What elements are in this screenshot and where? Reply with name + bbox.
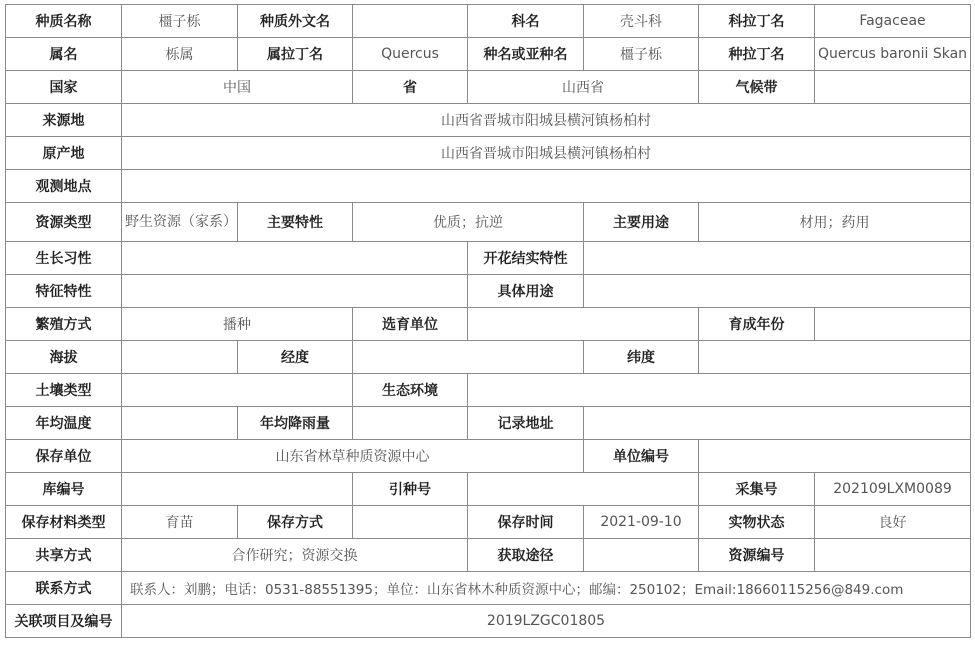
field-label: 保存单位	[6, 440, 122, 473]
field-label: 育成年份	[699, 308, 815, 341]
table-row	[6, 440, 971, 473]
field-label: 纬度	[584, 341, 699, 374]
main-traits-value: 优质；抗逆	[353, 203, 584, 242]
field-label: 保存材料类型	[6, 506, 122, 539]
field-label: 开花结实特性	[468, 242, 584, 275]
resource-type-value: 野生资源（家系）	[122, 203, 238, 242]
field-label: 繁殖方式	[6, 308, 122, 341]
sharing-method-value: 合作研究；资源交换	[122, 539, 468, 572]
table-row	[6, 5, 971, 38]
species-latin-value: Quercus baronii Skan	[815, 38, 971, 71]
table-row	[6, 572, 971, 605]
physical-status-value: 良好	[815, 506, 971, 539]
table-row	[6, 407, 971, 440]
field-label: 保存时间	[468, 506, 584, 539]
field-label: 采集号	[699, 473, 815, 506]
table-row	[6, 38, 971, 71]
field-label: 资源类型	[6, 203, 122, 242]
field-label: 记录地址	[468, 407, 584, 440]
field-label: 实物状态	[699, 506, 815, 539]
province-value: 山西省	[468, 71, 699, 104]
related-project-value: 2019LZGC01805	[122, 605, 971, 638]
origin-location-value: 山西省晋城市阳城县横河镇杨柏村	[122, 137, 971, 170]
germplasm-info-table	[5, 4, 971, 638]
soil-type-value	[122, 374, 353, 407]
table-row	[6, 374, 971, 407]
field-label: 主要用途	[584, 203, 699, 242]
table-row	[6, 473, 971, 506]
main-uses-value: 材用；药用	[699, 203, 971, 242]
field-label: 种拉丁名	[699, 38, 815, 71]
ecological-environment-value	[468, 374, 971, 407]
field-label: 具体用途	[468, 275, 584, 308]
field-label: 关联项目及编号	[6, 605, 122, 638]
table-row	[6, 137, 971, 170]
family-latin-value: Fagaceae	[815, 5, 971, 38]
material-type-value: 育苗	[122, 506, 238, 539]
field-label: 原产地	[6, 137, 122, 170]
table-row	[6, 170, 971, 203]
field-label: 生长习性	[6, 242, 122, 275]
field-label: 气候带	[699, 71, 815, 104]
latitude-value	[699, 341, 971, 374]
field-label: 库编号	[6, 473, 122, 506]
field-label: 共享方式	[6, 539, 122, 572]
field-label: 科拉丁名	[699, 5, 815, 38]
table-row	[6, 539, 971, 572]
field-label: 属拉丁名	[238, 38, 353, 71]
field-label: 获取途径	[468, 539, 584, 572]
propagation-method-value: 播种	[122, 308, 353, 341]
longitude-value	[353, 341, 584, 374]
field-label: 年均温度	[6, 407, 122, 440]
germplasm-name-value: 橿子栎	[122, 5, 238, 38]
growth-habit-value	[122, 242, 468, 275]
resource-number-value	[815, 539, 971, 572]
field-label: 观测地点	[6, 170, 122, 203]
field-label: 种质名称	[6, 5, 122, 38]
genus-name-value: 栎属	[122, 38, 238, 71]
climate-zone-value	[815, 71, 971, 104]
field-label: 保存方式	[238, 506, 353, 539]
introduction-number-value	[468, 473, 699, 506]
field-label: 年均降雨量	[238, 407, 353, 440]
table-row	[6, 605, 971, 638]
family-name-value: 壳斗科	[584, 5, 699, 38]
table-row	[6, 242, 971, 275]
contact-info-value: 联系人：刘鹏；电话：0531-88551395；单位：山东省林木种质资源中心；邮编：250102；Email:18660115256@849.com	[122, 572, 971, 605]
field-label: 资源编号	[699, 539, 815, 572]
table-row	[6, 308, 971, 341]
table-row	[6, 203, 971, 242]
altitude-value	[122, 341, 238, 374]
acquisition-route-value	[584, 539, 699, 572]
field-label: 选育单位	[353, 308, 468, 341]
collection-number-value: 202109LXM0089	[815, 473, 971, 506]
table-row	[6, 71, 971, 104]
field-label: 海拔	[6, 341, 122, 374]
characteristics-value	[122, 275, 468, 308]
table-row	[6, 506, 971, 539]
field-label: 土壤类型	[6, 374, 122, 407]
field-label: 经度	[238, 341, 353, 374]
source-location-value: 山西省晋城市阳城县横河镇杨柏村	[122, 104, 971, 137]
field-label: 引种号	[353, 473, 468, 506]
field-label: 联系方式	[6, 572, 122, 605]
specific-uses-value	[584, 275, 971, 308]
unit-number-value	[699, 440, 971, 473]
observation-site-value	[122, 170, 971, 203]
record-address-value	[584, 407, 971, 440]
field-label: 省	[353, 71, 468, 104]
storage-method-value	[353, 506, 468, 539]
table-row	[6, 341, 971, 374]
genus-latin-value: Quercus	[353, 38, 468, 71]
storage-unit-value: 山东省林草种质资源中心	[122, 440, 584, 473]
field-label: 单位编号	[584, 440, 699, 473]
field-label: 生态环境	[353, 374, 468, 407]
breeding-year-value	[815, 308, 971, 341]
annual-temperature-value	[122, 407, 238, 440]
field-label: 主要特性	[238, 203, 353, 242]
field-label: 属名	[6, 38, 122, 71]
species-name-value: 橿子栎	[584, 38, 699, 71]
field-label: 来源地	[6, 104, 122, 137]
library-number-value	[122, 473, 353, 506]
table-row	[6, 275, 971, 308]
storage-time-value: 2021-09-10	[584, 506, 699, 539]
field-label: 种质外文名	[238, 5, 353, 38]
breeding-unit-value	[468, 308, 699, 341]
field-label: 种名或亚种名	[468, 38, 584, 71]
field-label: 科名	[468, 5, 584, 38]
country-value: 中国	[122, 71, 353, 104]
annual-rainfall-value	[353, 407, 468, 440]
table-row	[6, 104, 971, 137]
field-label: 特征特性	[6, 275, 122, 308]
field-label: 国家	[6, 71, 122, 104]
flowering-fruiting-value	[584, 242, 971, 275]
foreign-name-value	[353, 5, 468, 38]
